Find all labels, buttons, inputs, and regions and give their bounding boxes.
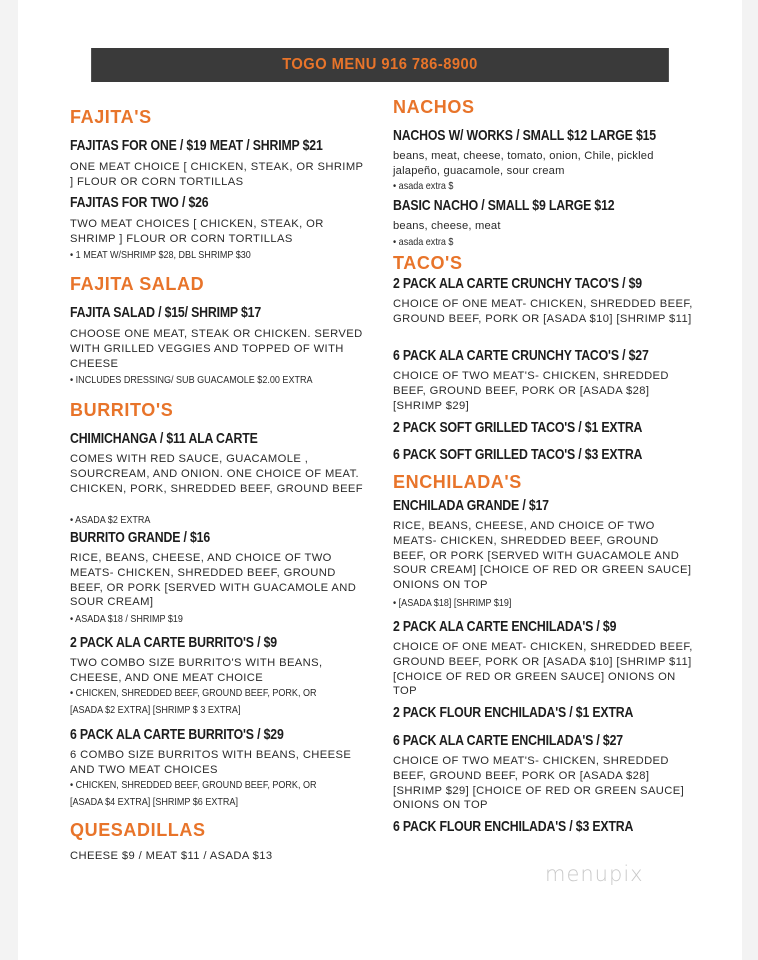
section-heading-tacos: TACO'S [393, 253, 463, 273]
item-title-chimichanga: CHIMICHANGA / $11 ALA CARTE [70, 430, 258, 447]
item-title-burrito-grande: BURRITO GRANDE / $16 [70, 529, 211, 546]
item-note-fajitas-for-two: • 1 MEAT W/SHRIMP $28, DBL SHRIMP $30 [70, 249, 251, 261]
item-desc-burrito-grande: RICE, BEANS, CHEESE, AND CHOICE OF TWO MEATS- CHICKEN, SHREDDED BEEF, GROUND BEEF, OR PORK [SERVED WITH GUACAMOLE AND SOUR CREAM] [70, 552, 357, 609]
item-desc-fajitas-for-one: ONE MEAT CHOICE [ CHICKEN, STEAK, OR SHRIMP ] FLOUR OR CORN TORTILLAS [70, 161, 364, 188]
item-desc-fajitas-for-two: TWO MEAT CHOICES [ CHICKEN, STEAK, OR SHRIMP ] FLOUR OR CORN TORTILLAS [70, 218, 324, 245]
item-note-nachos-works: • asada extra $ [393, 180, 454, 192]
section-heading-quesadillas: QUESADILLAS [70, 820, 206, 840]
item-note-2-pack-burritos-1: • CHICKEN, SHREDDED BEEF, GROUND BEEF, PORK, OR [70, 687, 317, 699]
item-desc-fajita-salad: CHOOSE ONE MEAT, STEAK OR CHICKEN. SERVED WITH GRILLED VEGGIES AND TOPPED OF WITH CHEESE [70, 328, 363, 370]
item-title-fajita-salad: FAJITA SALAD / $15/ SHRIMP $17 [70, 304, 262, 321]
item-note-enchilada-grande: • [ASADA $18] [SHRIMP $19] [393, 597, 512, 609]
menu-banner: TOGO MENU 916 786-8900 [91, 48, 669, 82]
item-title-2-pack-crunchy-tacos: 2 PACK ALA CARTE CRUNCHY TACO'S / $9 [393, 275, 642, 292]
item-desc-2-pack-burritos: TWO COMBO SIZE BURRITO'S WITH BEANS, CHEESE, AND ONE MEAT CHOICE [70, 657, 323, 684]
item-desc-chimichanga: COMES WITH RED SAUCE, GUACAMOLE , SOURCREAM, AND ONION. ONE CHOICE OF MEAT. CHICKEN, PORK, SHREDDED BEEF, GROUND BEEF [70, 453, 364, 495]
item-desc-quesadillas: CHEESE $9 / MEAT $11 / ASADA $13 [70, 850, 273, 862]
item-desc-basic-nacho: beans, cheese, meat [393, 220, 501, 232]
item-title-2-pack-burritos: 2 PACK ALA CARTE BURRITO'S / $9 [70, 634, 277, 651]
menu-page [18, 0, 742, 960]
item-title-6-pack-flour-enchiladas: 6 PACK FLOUR ENCHILADA'S / $3 EXTRA [393, 818, 634, 835]
section-heading-enchiladas: ENCHILADA'S [393, 472, 522, 492]
item-desc-enchilada-grande: RICE, BEANS, CHEESE, AND CHOICE OF TWO MEATS- CHICKEN, SHREDDED BEEF, GROUND BEEF, OR PORK [SERVED WITH GUACAMOLE AND SOUR CREAM] [CHOICE OF RED OR GREEN SAUCE] ONIONS ON TOP [393, 520, 692, 592]
item-desc-nachos-works: beans, meat, cheese, tomato, onion, Chile, pickled jalapeño, guacamole, sour cream [393, 150, 654, 177]
item-note-chimichanga: • ASADA $2 EXTRA [70, 514, 151, 526]
item-desc-6-pack-crunchy-tacos: CHOICE OF TWO MEAT'S- CHICKEN, SHREDDED BEEF, GROUND BEEF, PORK OR [ASADA $28] [SHRIMP $29] [393, 370, 669, 412]
item-desc-2-pack-crunchy-tacos: CHOICE OF ONE MEAT- CHICKEN, SHREDDED BEEF, GROUND BEEF, PORK OR [ASADA $10] [SHRIMP $11] [393, 298, 693, 325]
item-title-2-pack-enchiladas: 2 PACK ALA CARTE ENCHILADA'S / $9 [393, 618, 617, 635]
item-title-fajitas-for-one: FAJITAS FOR ONE / $19 MEAT / SHRIMP $21 [70, 137, 323, 154]
item-title-6-pack-enchiladas: 6 PACK ALA CARTE ENCHILADA'S / $27 [393, 732, 623, 749]
item-note-6-pack-burritos-1: • CHICKEN, SHREDDED BEEF, GROUND BEEF, PORK, OR [70, 779, 317, 791]
item-title-basic-nacho: BASIC NACHO / SMALL $9 LARGE $12 [393, 197, 615, 214]
item-title-6-pack-burritos: 6 PACK ALA CARTE BURRITO'S / $29 [70, 726, 284, 743]
item-title-enchilada-grande: ENCHILADA GRANDE / $17 [393, 497, 549, 514]
item-note-6-pack-burritos-2: [ASADA $4 EXTRA] [SHRIMP $6 EXTRA] [70, 796, 238, 808]
item-title-nachos-works: NACHOS W/ WORKS / SMALL $12 LARGE $15 [393, 127, 656, 144]
item-title-2-pack-flour-enchiladas: 2 PACK FLOUR ENCHILADA'S / $1 EXTRA [393, 704, 634, 721]
item-note-2-pack-burritos-2: [ASADA $2 EXTRA] [SHRIMP $ 3 EXTRA] [70, 704, 241, 716]
item-note-basic-nacho: • asada extra $ [393, 236, 454, 248]
item-desc-6-pack-burritos: 6 COMBO SIZE BURRITOS WITH BEANS, CHEESE AND TWO MEAT CHOICES [70, 749, 352, 776]
section-heading-burritos: BURRITO'S [70, 400, 174, 420]
item-note-fajita-salad: • INCLUDES DRESSING/ SUB GUACAMOLE $2.00 EXTRA [70, 374, 313, 386]
section-heading-nachos: NACHOS [393, 97, 475, 117]
section-heading-fajitas: FAJITA'S [70, 107, 152, 127]
item-title-6-pack-soft-tacos: 6 PACK SOFT GRILLED TACO'S / $3 EXTRA [393, 446, 643, 463]
item-desc-2-pack-enchiladas: CHOICE OF ONE MEAT- CHICKEN, SHREDDED BEEF, GROUND BEEF, PORK OR [ASADA $10] [SHRIMP $11] [CHOICE OF RED OR GREEN SAUCE] ONIONS ON TOP [393, 641, 693, 698]
item-title-6-pack-crunchy-tacos: 6 PACK ALA CARTE CRUNCHY TACO'S / $27 [393, 347, 649, 364]
item-title-2-pack-soft-tacos: 2 PACK SOFT GRILLED TACO'S / $1 EXTRA [393, 419, 643, 436]
item-desc-6-pack-enchiladas: CHOICE OF TWO MEAT'S- CHICKEN, SHREDDED BEEF, GROUND BEEF, PORK OR [ASADA $28] [SHRIMP $29] [CHOICE OF RED OR GREEN SAUCE] ONIONS ON TOP [393, 755, 685, 812]
section-heading-fajita-salad: FAJITA SALAD [70, 274, 205, 294]
item-title-fajitas-for-two: FAJITAS FOR TWO / $26 [70, 194, 209, 211]
menupix-watermark: menupix [545, 862, 644, 886]
item-note-burrito-grande: • ASADA $18 / SHRIMP $19 [70, 613, 183, 625]
